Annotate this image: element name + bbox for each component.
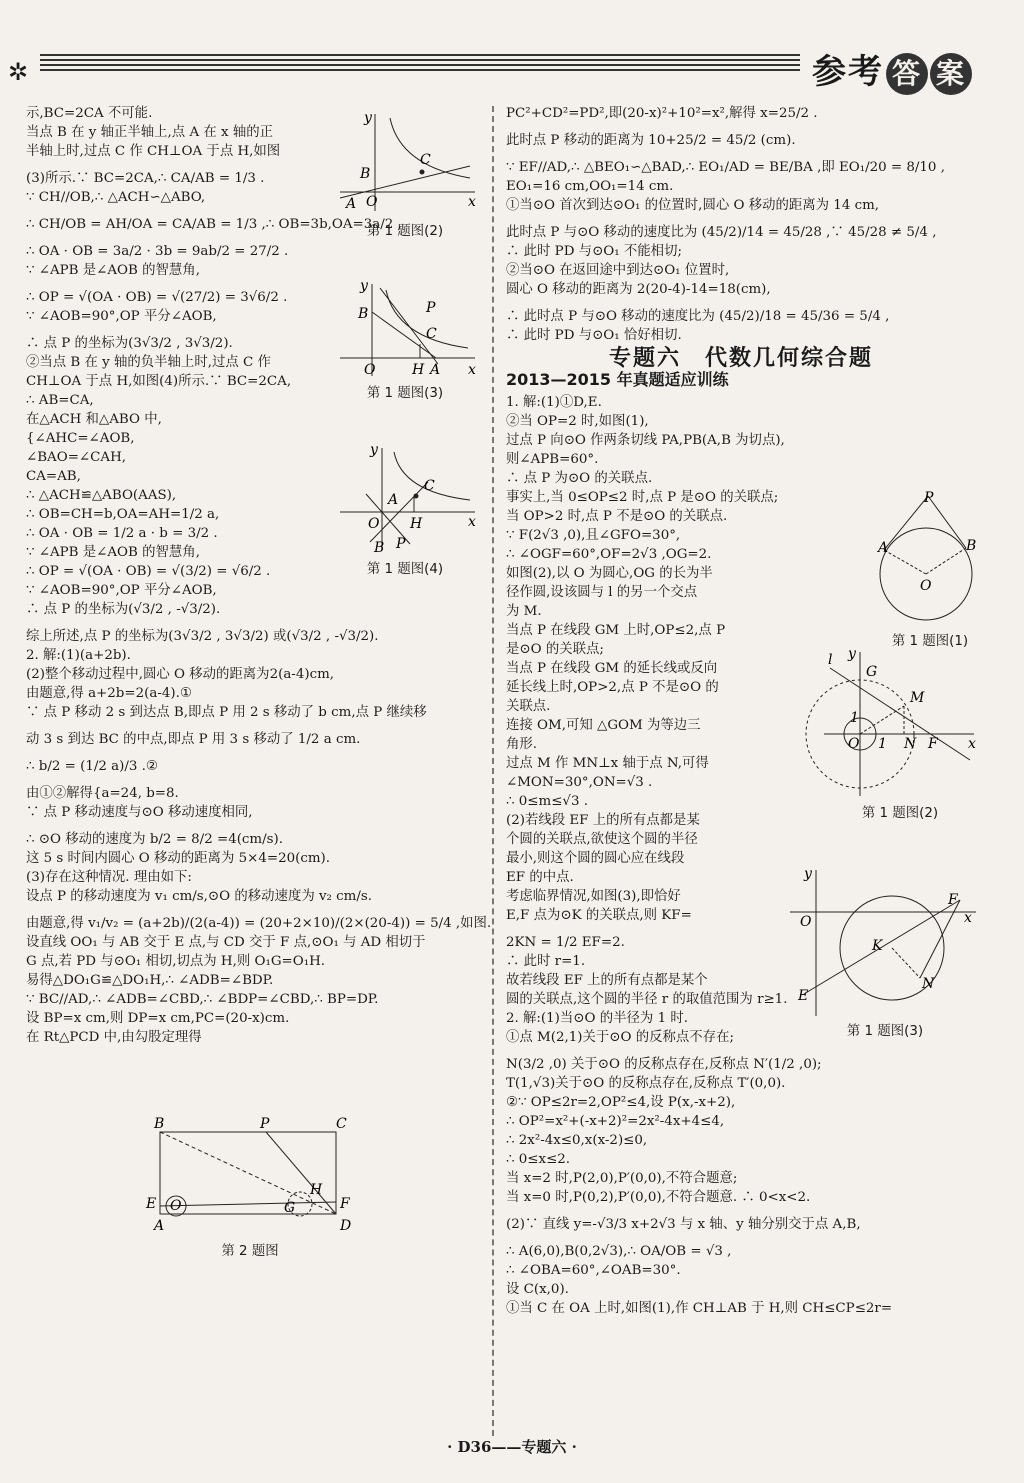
figure-label: F — [948, 892, 958, 908]
figure-label: N — [922, 976, 935, 992]
text-line: 由①②解得{a=24, b=8. — [26, 786, 179, 801]
figure-label: B — [966, 538, 977, 554]
text-line: ∴ ∠OGF=60°,OF=2√3 ,OG=2. — [506, 547, 712, 562]
text-line: ∴ 0≤m≤√3 . — [506, 794, 588, 809]
text-line: {∠AHC=∠AOB, — [26, 431, 135, 446]
text-line: 最小,则这个圆的圆心应在线段 — [506, 851, 685, 866]
figure-2-graph — [140, 1116, 360, 1236]
text-line: 圆的关联点,这个圆的半径 r 的取值范围为 r≥1. — [506, 992, 788, 1007]
text-line: 示,BC=2CA 不可能. — [26, 106, 153, 121]
brand-text: 参考 — [812, 52, 884, 92]
figure-label: C — [336, 1116, 347, 1132]
text-line: ∵ ∠APB 是∠AOB 的智慧角, — [26, 545, 200, 560]
text-line: 当 OP>2 时,点 P 不是⊙O 的关联点. — [506, 509, 728, 524]
figure-label: B — [358, 306, 369, 322]
figure-label: P — [426, 300, 436, 316]
figure-label: B — [154, 1116, 165, 1132]
figure-r1 — [870, 486, 990, 649]
figure-label: E — [146, 1196, 157, 1212]
text-line: 设 BP=x cm,则 DP=x cm,PC=(20-x)cm. — [26, 1011, 290, 1026]
figure-caption: 第 1 题图(1) — [891, 634, 969, 649]
text-line: ∴ AB=CA, — [26, 393, 94, 408]
text-line: 当 x=2 时,P(2,0),P′(0,0),不符合题意; — [506, 1171, 738, 1186]
text-line: ∴ OB=CH=b,OA=AH=1/2 a, — [26, 507, 220, 522]
text-line: (2)整个移动过程中,圆心 O 移动的距离为2(a-4)cm, — [26, 667, 335, 682]
page-footer: · D36——专题六 · — [447, 1438, 577, 1456]
figure-label: O — [366, 194, 378, 210]
text-line: ∴ 2x²-4x≤0,x(x-2)≤0, — [506, 1133, 648, 1148]
text-line: ∴ OP = √(OA · OB) = √(27/2) = 3√6/2 . — [26, 290, 288, 305]
figure-label: l — [828, 652, 833, 668]
figure-label: y — [804, 866, 812, 882]
figure-caption: 第 1 题图(3) — [366, 386, 444, 401]
figure-label: H — [412, 362, 425, 378]
text-line: 角形. — [506, 737, 538, 752]
text-line: ∴ 0≤x≤2. — [506, 1152, 571, 1167]
text-line: ∵ CH//OB,∴ △ACH∽△ABO, — [26, 190, 206, 205]
text-line: 圆心 O 移动的距离为 2(20-4)-14=18(cm), — [506, 282, 771, 297]
figure-r1-graph — [870, 486, 990, 626]
text-line: 由题意,得 a+2b=2(a-4).① — [26, 686, 192, 701]
figure-label: G — [866, 664, 878, 680]
text-line: 2. 解:(1)当⊙O 的半径为 1 时. — [506, 1011, 688, 1026]
text-line: CA=AB, — [26, 469, 81, 484]
figure-label: A — [346, 196, 357, 212]
text-line: 当 x=0 时,P(0,2),P′(0,0),不符合题意. ∴ 0<x<2. — [506, 1190, 811, 1205]
text-line: ①当⊙O 首次到达⊙O₁ 的位置时,圆心 O 移动的距离为 14 cm, — [506, 198, 880, 213]
figure-label: B — [360, 166, 371, 182]
figure-label: x — [468, 362, 476, 378]
figure-label: O — [800, 914, 812, 930]
text-line: 当点 P 在线段 GM 的延长线或反向 — [506, 661, 718, 676]
text-line: ∴ 此时 PD 与⊙O₁ 不能相切; — [506, 244, 682, 259]
figure-label: y — [370, 442, 378, 458]
figure-1-3 — [330, 278, 480, 401]
text-line: ∴ ∠OBA=60°,∠OAB=30°. — [506, 1263, 681, 1278]
text-line: ∵ BC//AD,∴ ∠ADB=∠CBD,∴ ∠BDP=∠CBD,∴ BP=DP. — [26, 992, 379, 1007]
text-line: G 点,若 PD 与⊙O₁ 相切,切点为 H,则 O₁G=O₁H. — [26, 954, 326, 969]
figure-r2 — [820, 648, 980, 821]
text-line: ②当 OP=2 时,如图(1), — [506, 414, 649, 429]
figure-r3-graph — [790, 866, 980, 1016]
figure-label: C — [426, 326, 437, 342]
text-line: T(1,√3)关于⊙O 的反称点存在,反称点 T′(0,0). — [506, 1076, 786, 1091]
figure-1-2-graph — [330, 106, 480, 216]
figure-label: O — [368, 516, 380, 532]
figure-label: K — [872, 938, 883, 954]
figure-label: 1 — [850, 710, 859, 726]
section-title: 专题六 代数几何综合题 — [608, 346, 873, 371]
text-line: ∵ 点 P 移动速度与⊙O 移动速度相同, — [26, 805, 253, 820]
text-line: ∴ 点 P 的坐标为(3√3/2 , 3√3/2). — [26, 336, 233, 351]
text-line: (3)所示.∵ BC=2CA,∴ CA/AB = 1/3 . — [26, 171, 265, 186]
text-line: ①点 M(2,1)关于⊙O 的反称点不存在; — [506, 1030, 734, 1045]
text-line: ∵ 点 P 移动 2 s 到达点 B,即点 P 用 2 s 移动了 b cm,点 P 继续移 — [26, 705, 427, 720]
text-line: 关联点. — [506, 699, 551, 714]
text-line: EF 的中点. — [506, 870, 574, 885]
figure-label: N — [904, 736, 917, 752]
figure-r3 — [790, 866, 980, 1039]
figure-label: C — [420, 152, 431, 168]
figure-label: x — [968, 736, 976, 752]
figure-caption: 第 1 题图(3) — [846, 1024, 924, 1039]
text-line: 个圆的关联点,欲使这个圆的半径 — [506, 832, 698, 847]
figure-label: P — [924, 490, 934, 506]
text-line: 考虑临界情况,如图(3),即恰好 — [506, 889, 681, 904]
text-line: 径作圆,设该圆与 l 的另一个交点 — [506, 585, 698, 600]
figure-1-3-graph — [330, 278, 480, 378]
text-line: PC²+CD²=PD²,即(20-x)²+10²=x²,解得 x=25/2 . — [506, 106, 818, 121]
page-header — [0, 0, 1024, 100]
figure-label: P — [396, 536, 406, 552]
figure-label: 1 — [878, 736, 887, 752]
text-line: 设点 P 的移动速度为 v₁ cm/s,⊙O 的移动速度为 v₂ cm/s. — [26, 889, 373, 904]
text-line: ∴ b/2 = (1/2 a)/3 .② — [26, 759, 158, 774]
text-line: 事实上,当 0≤OP≤2 时,点 P 是⊙O 的关联点; — [506, 490, 779, 505]
text-line: 为 M. — [506, 604, 542, 619]
text-line: ∵ EF//AD,∴ △BEO₁∽△BAD,∴ EO₁/AD = BE/BA ,即 EO₁/20 = 8/10 , — [506, 160, 945, 175]
text-line: 2KN = 1/2 EF=2. — [506, 935, 625, 950]
text-line: 设直线 OO₁ 与 AB 交于 E 点,与 CD 交于 F 点,⊙O₁ 与 AD 相切于 — [26, 935, 426, 950]
text-line: 此时点 P 与⊙O 移动的速度比为 (45/2)/14 = 45/28 ,∵ 45/28 ≠ 5/4 , — [506, 225, 937, 240]
figure-label: F — [928, 736, 938, 752]
text-line: (2)若线段 EF 上的所有点都是某 — [506, 813, 700, 828]
text-line: 由题意,得 v₁/v₂ = (a+2b)/(2(a-4)) = (20+2×10)/(2×(20-4)) = 5/4 ,如图. — [26, 916, 492, 931]
figure-label: A — [388, 492, 399, 508]
text-line: 过点 M 作 MN⊥x 轴于点 N,可得 — [506, 756, 709, 771]
figure-label: x — [468, 194, 476, 210]
text-line: ∴ OA · OB = 1/2 a · b = 3/2 . — [26, 526, 218, 541]
figure-label: y — [848, 646, 856, 662]
text-line: ②∵ OP≤2r=2,OP²≤4,设 P(x,-x+2), — [506, 1095, 736, 1110]
text-line: 这 5 s 时间内圆心 O 移动的距离为 5×4=20(cm). — [26, 851, 331, 866]
text-line: EO₁=16 cm,OO₁=14 cm. — [506, 179, 674, 194]
figure-label: M — [910, 690, 925, 706]
text-line: ∴ 此时 r=1. — [506, 954, 586, 969]
figure-label: G — [284, 1200, 296, 1216]
text-line: 在 Rt△PCD 中,由勾股定理得 — [26, 1030, 202, 1045]
text-line: ∵ ∠AOB=90°,OP 平分∠AOB, — [26, 583, 217, 598]
text-line: 设 C(x,0). — [506, 1282, 569, 1297]
figure-label: C — [424, 478, 435, 494]
text-line: ∴ 此时 PD 与⊙O₁ 恰好相切. — [506, 328, 682, 343]
figure-label: B — [374, 540, 385, 556]
figure-caption: 第 1 题图(2) — [366, 224, 444, 239]
text-line: ∵ ∠APB 是∠AOB 的智慧角, — [26, 263, 200, 278]
text-line: 过点 P 向⊙O 作两条切线 PA,PB(A,B 为切点), — [506, 433, 785, 448]
text-line: 如图(2),以 O 为圆心,OG 的长为半 — [506, 566, 713, 581]
header-rule — [40, 54, 800, 80]
figure-label: x — [468, 514, 476, 530]
figure-label: A — [430, 362, 441, 378]
figure-label: O — [364, 362, 376, 378]
text-line: ∠MON=30°,ON=√3 . — [506, 775, 653, 790]
text-line: ∴ ⊙O 移动的速度为 b/2 = 8/2 =4(cm/s). — [26, 832, 283, 847]
figure-label: A — [154, 1218, 165, 1234]
column-divider — [492, 106, 494, 1436]
figure-label: H — [310, 1182, 323, 1198]
figure-label: O — [170, 1198, 182, 1214]
text-line: 是⊙O 的关联点; — [506, 642, 604, 657]
figure-label: O — [848, 736, 860, 752]
text-line: E,F 点为⊙K 的关联点,则 KF= — [506, 908, 692, 923]
gear-icon: ✲ — [8, 58, 29, 86]
figure-label: F — [340, 1196, 350, 1212]
brand-circle-1: 答 — [886, 53, 928, 95]
text-line: 1. 解:(1)①D,E. — [506, 395, 602, 410]
figure-1-2 — [330, 106, 480, 239]
text-line: 2. 解:(1)(a+2b). — [26, 648, 131, 663]
text-line: ∴ OP = √(OA · OB) = √(3/2) = √6/2 . — [26, 564, 271, 579]
text-line: ∴ CH/OB = AH/OA = CA/AB = 1/3 ,∴ OB=3b,OA=3a/2 , — [26, 217, 402, 232]
figure-label: H — [410, 516, 423, 532]
figure-1-4 — [330, 442, 480, 577]
figure-caption: 第 2 题图 — [221, 1244, 279, 1259]
figure-label: E — [798, 988, 809, 1004]
figure-r2-graph — [820, 648, 980, 798]
text-line: ∵ F(2√3 ,0),且∠GFO=30°, — [506, 528, 681, 543]
subsection-title: 2013—2015 年真题适应训练 — [506, 370, 729, 389]
figure-label: y — [364, 110, 372, 126]
text-line: 故若线段 EF 上的所有点都是某个 — [506, 973, 708, 988]
text-line: 此时点 P 移动的距离为 10+25/2 = 45/2 (cm). — [506, 133, 796, 148]
brand-circle-2: 案 — [930, 53, 972, 95]
figure-label: A — [878, 540, 889, 556]
text-line: ∴ OA · OB = 3a/2 · 3b = 9ab/2 = 27/2 . — [26, 244, 289, 259]
text-line: 连接 OM,可知 △GOM 为等边三 — [506, 718, 701, 733]
figure-label: x — [964, 910, 972, 926]
figure-label: y — [360, 278, 368, 294]
text-line: ∴ OP²=x²+(-x+2)²=2x²-4x+4≤4, — [506, 1114, 725, 1129]
figure-caption: 第 1 题图(4) — [366, 562, 444, 577]
text-line: CH⊥OA 于点 H,如图(4)所示.∵ BC=2CA, — [26, 374, 292, 389]
text-line: ①当 C 在 OA 上时,如图(1),作 CH⊥AB 于 H,则 CH≤CP≤2r= — [506, 1301, 893, 1316]
figure-2 — [140, 1116, 360, 1259]
figure-label: O — [920, 578, 932, 594]
text-line: 综上所述,点 P 的坐标为(3√3/2 , 3√3/2) 或(√3/2 , -√3/2). — [26, 629, 379, 644]
text-line: ②当⊙O 在返回途中到达⊙O₁ 位置时, — [506, 263, 730, 278]
text-line: ∵ ∠AOB=90°,OP 平分∠AOB, — [26, 309, 217, 324]
figure-label: P — [260, 1116, 270, 1132]
text-line: 当点 B 在 y 轴正半轴上,点 A 在 x 轴的正 — [26, 125, 274, 140]
text-line: 在△ACH 和△ABO 中, — [26, 412, 162, 427]
right-column-part-a — [506, 104, 976, 345]
text-line: ∴ A(6,0),B(0,2√3),∴ OA/OB = √3 , — [506, 1244, 732, 1259]
brand-title — [812, 44, 972, 95]
text-line: ②当点 B 在 y 轴的负半轴上时,过点 C 作 — [26, 355, 271, 370]
text-line: ∴ 点 P 为⊙O 的关联点. — [506, 471, 653, 486]
text-line: ∠BAO=∠CAH, — [26, 450, 126, 465]
figure-1-4-graph — [330, 442, 480, 554]
text-line: 则∠APB=60°. — [506, 452, 599, 467]
text-line: N(3/2 ,0) 关于⊙O 的反称点存在,反称点 N′(1/2 ,0); — [506, 1057, 822, 1072]
figure-caption: 第 1 题图(2) — [861, 806, 939, 821]
text-line: ∴ 点 P 的坐标为(√3/2 , -√3/2). — [26, 602, 221, 617]
text-line: ∴ 此时点 P 与⊙O 移动的速度比为 (45/2)/18 = 45/36 = 5/4 , — [506, 309, 890, 324]
text-line: 当点 P 在线段 GM 上时,OP≤2,点 P — [506, 623, 726, 638]
text-line: 半轴上时,过点 C 作 CH⊥OA 于点 H,如图 — [26, 144, 281, 159]
text-line: 延长线上时,OP>2,点 P 不是⊙O 的 — [506, 680, 719, 695]
text-line: 动 3 s 到达 BC 的中点,即点 P 用 3 s 移动了 1/2 a cm. — [26, 732, 361, 747]
text-line: ∴ △ACH≌△ABO(AAS), — [26, 488, 177, 503]
text-line: (3)存在这种情况. 理由如下: — [26, 870, 192, 885]
text-line: (2)∵ 直线 y=-√3/3 x+2√3 与 x 轴、y 轴分别交于点 A,B, — [506, 1217, 861, 1232]
figure-label: D — [340, 1218, 352, 1234]
text-line: 易得△DO₁G≌△DO₁H,∴ ∠ADB=∠BDP. — [26, 973, 274, 988]
